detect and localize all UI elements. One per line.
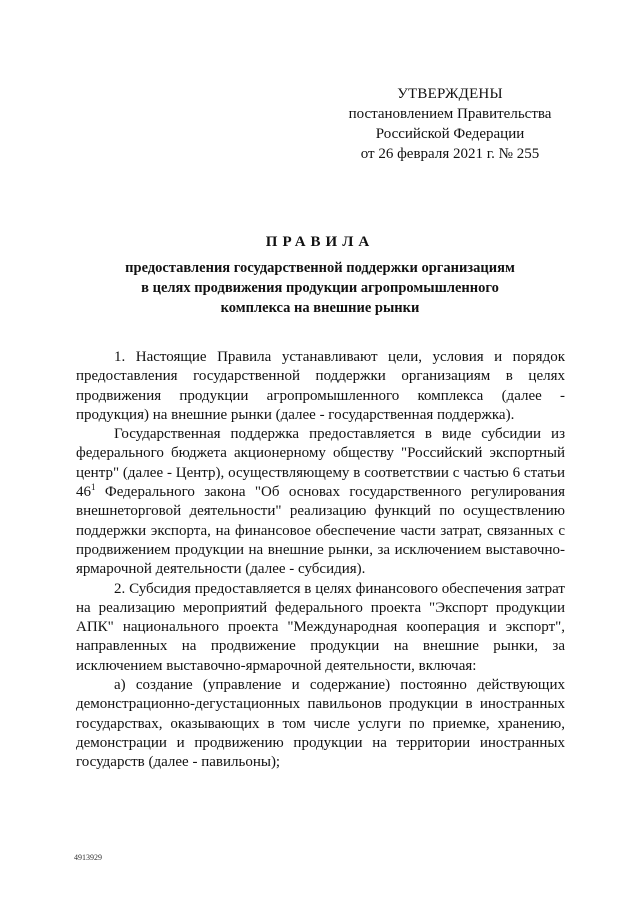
paragraph-4: а) создание (управление и содержание) постоянно действующих демонстрационно-дегустационных павильонов продукции в иностранных государствах, оказывающих в том числе услуги по приемке, хранению, демонстрации и продвижению продукции на территории иностранных государств (далее - павильоны); <box>76 677 565 771</box>
paragraph-2-text-after: Федерального закона "Об основах государственного регулирования внешнеторговой деятельности" реализацию функций по осуществлению поддержки экспорта, на финансовое обеспечение части затрат, связанных с продвижением продукции на внешние рынки, за исключением выставочно-ярмарочной деятельности (далее - субсидия). <box>76 484 565 578</box>
document-number: 4913929 <box>74 853 102 862</box>
paragraph-2 <box>76 425 565 579</box>
document-body <box>76 348 565 773</box>
paragraph-2-text-before: Государственная поддержка предоставляется в виде субсидии из федерального бюджета акционерному обществу "Российский экспортный центр" (далее - Центр), осуществляющему в соответствии с частью 6 статьи 46 <box>76 426 565 501</box>
paragraph-1: 1. Настоящие Правила устанавливают цели, условия и порядок предоставления государственной поддержки организациям в целях продвижения продукции агропромышленного комплекса (далее - продукция) на внешние рынки (далее - государственная поддержка). <box>76 349 565 423</box>
paragraph-3: 2. Субсидия предоставляется в целях финансового обеспечения затрат на реализацию мероприятий федерального проекта "Экспорт продукции АПК" национального проекта "Международная кооперация и экспорт", направленных на продвижение продукции на внешние рынки, за исключением выставочно-ярмарочной деятельности, включая: <box>76 580 565 674</box>
approval-line-3: от 26 февраля 2021 г. № 255 <box>360 146 540 162</box>
paragraph-2-superscript: 1 <box>91 482 96 493</box>
approval-line-1: постановлением Правительства <box>348 106 552 122</box>
approval-heading: УТВЕРЖДЕНЫ <box>397 86 503 102</box>
approval-block <box>330 84 570 164</box>
approval-line-2: Российской Федерации <box>375 126 525 142</box>
document-subtitle: предоставления государственной поддержки организациям в целях продвижения продукции агропромышленного комплекса на внешние рынки <box>125 260 515 316</box>
document-title: ПРАВИЛА <box>265 234 375 250</box>
